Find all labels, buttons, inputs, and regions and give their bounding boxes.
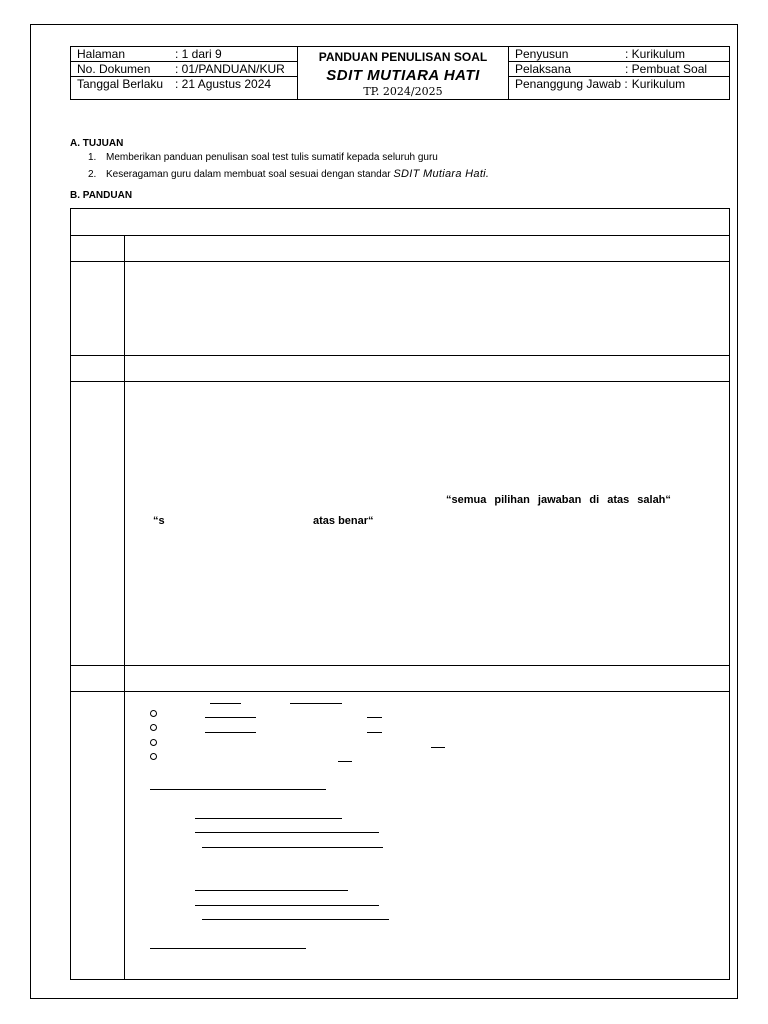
pelaksana-value: : Pembuat Soal — [625, 62, 708, 76]
halaman-label: Halaman — [77, 47, 126, 61]
item-text: Keseragaman guru dalam membuat soal sesuai dengan standar — [106, 169, 394, 180]
underline-fragment — [431, 747, 445, 748]
table-row-divider — [71, 355, 729, 356]
school-name: SDIT MUTIARA HATI — [326, 67, 480, 84]
tanggal-label: Tanggal Berlaku — [77, 77, 164, 91]
item-number: 2. — [88, 169, 97, 180]
underline-fragment — [367, 717, 382, 718]
header-row-no-dokumen — [71, 62, 297, 77]
tujuan-item-1 — [88, 152, 438, 163]
school-year: TP. 2024/2025 — [363, 85, 443, 98]
no-dokumen-value: : 01/PANDUAN/KUR — [175, 62, 285, 76]
header-center-column — [298, 47, 509, 99]
no-dokumen-label: No. Dokumen — [77, 62, 151, 76]
underline-fragment — [290, 703, 342, 704]
underline-fragment — [205, 732, 256, 733]
item-text: Memberikan panduan penulisan soal test tulis sumatif kepada seluruh guru — [106, 152, 438, 163]
underline-fragment — [210, 703, 241, 704]
bullet-circle-icon — [150, 724, 157, 731]
quote-all-right-end: atas benar“ — [313, 515, 374, 527]
header-row-tanggal — [71, 77, 297, 92]
underline-fragment — [195, 832, 379, 833]
penyusun-value: : Kurikulum — [625, 47, 686, 61]
panduan-table — [70, 208, 730, 980]
underline-fragment — [202, 847, 383, 848]
underline-fragment — [338, 761, 352, 762]
penanggung-jawab-value: Kurikulum — [631, 77, 686, 91]
bullet-circle-icon — [150, 753, 157, 760]
item-number: 1. — [88, 152, 97, 163]
table-row-divider — [71, 235, 729, 236]
section-a-heading: A. TUJUAN — [70, 138, 124, 149]
table-column-divider — [124, 235, 125, 980]
underline-fragment — [205, 717, 256, 718]
pelaksana-label: Pelaksana — [515, 62, 572, 76]
header-left-column — [71, 47, 298, 99]
tujuan-item-2 — [88, 168, 489, 180]
penyusun-label: Penyusun — [515, 47, 569, 61]
penanggung-jawab-label: Penanggung Jawab : — [515, 77, 628, 91]
tanggal-value: : 21 Agustus 2024 — [175, 77, 272, 91]
underline-fragment — [195, 905, 379, 906]
header-row-halaman — [71, 47, 297, 62]
bullet-circle-icon — [150, 739, 157, 746]
document-title: PANDUAN PENULISAN SOAL — [318, 50, 488, 64]
underline-fragment — [202, 919, 389, 920]
quote-all-wrong: “semua pilihan jawaban di atas salah“ — [446, 494, 671, 506]
table-row-divider — [71, 261, 729, 262]
document-header — [70, 46, 730, 100]
section-b-heading: B. PANDUAN — [70, 190, 133, 201]
header-right-column — [509, 47, 729, 99]
table-row-divider — [71, 665, 729, 666]
bullet-circle-icon — [150, 710, 157, 717]
underline-fragment — [195, 890, 348, 891]
handwritten-school-name: SDIT Mutiara Hati. — [393, 168, 490, 180]
quote-all-right-start: “s — [153, 515, 165, 527]
underline-fragment — [150, 789, 326, 790]
underline-fragment — [150, 948, 306, 949]
table-row-divider — [71, 381, 729, 382]
header-row-penanggung-jawab — [509, 77, 729, 92]
header-row-penyusun — [509, 47, 729, 62]
underline-fragment — [195, 818, 342, 819]
table-row-divider — [71, 691, 729, 692]
header-row-pelaksana — [509, 62, 729, 77]
underline-fragment — [367, 732, 382, 733]
halaman-value: : 1 dari 9 — [175, 47, 222, 61]
